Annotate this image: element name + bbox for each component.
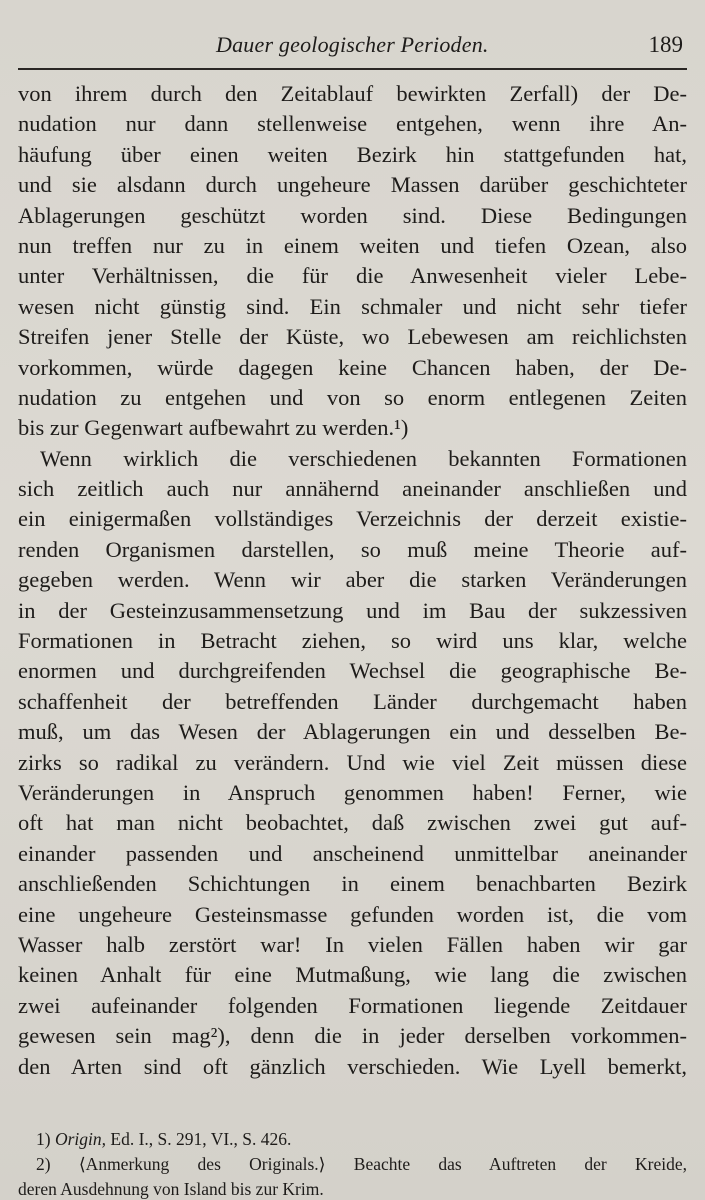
text-line: oft hat man nicht beobachtet, daß zwischen zwei gut auf-: [18, 810, 687, 836]
text-line: schaffenheit der betreffenden Länder durchgemacht haben: [18, 688, 687, 714]
text-line: sich zeitlich auch nur annähernd aneinander anschließen und: [18, 476, 687, 502]
page-number: 189: [648, 32, 683, 57]
text-line: ein einigermaßen vollständiges Verzeichnis der derzeit existie-: [18, 506, 687, 532]
text-line: Formationen in Betracht ziehen, so wird uns klar, welche: [18, 628, 687, 654]
text-line: vorkommen, würde dagegen keine Chancen haben, der De-: [18, 354, 687, 380]
text-line: häufung über einen weiten Bezirk hin stattgefunden hat,: [18, 141, 687, 167]
text-line: Wenn wirklich die verschiedenen bekannten Formationen: [40, 445, 687, 471]
footnote-1-title: Origin,: [54, 1129, 107, 1149]
text-line: in der Gesteinzusammensetzung und im Bau der sukzessiven: [18, 597, 687, 623]
footnote-1: [18, 1127, 687, 1152]
body-text: [18, 79, 687, 1082]
footnote-2-line-2: deren Ausdehnung von Island bis zur Krim.: [18, 1179, 324, 1199]
text-line: zirks so radikal zu verändern. Und wie viel Zeit müssen diese: [18, 749, 687, 775]
running-title: Dauer geologischer Perioden.: [216, 32, 489, 57]
text-line: Veränderungen in Anspruch genommen haben! Ferner, wie: [18, 779, 687, 805]
page-header: [18, 32, 687, 62]
text-line: nun treffen nur zu in einem weiten und tiefen Ozean, also: [18, 232, 687, 258]
text-line: Wasser halb zerstört war! In vielen Fällen haben wir gar: [18, 931, 687, 957]
text-line: unter Verhältnissen, die für die Anwesenheit vieler Lebe-: [18, 263, 687, 289]
text-line: muß, um das Wesen der Ablagerungen ein und desselben Be-: [18, 719, 687, 745]
text-line: und sie alsdann durch ungeheure Massen darüber geschichteter: [18, 172, 687, 198]
footnote-1-text: Ed. I., S. 291, VI., S. 426.: [110, 1129, 292, 1149]
text-line: anschließenden Schichtungen in einem benachbarten Bezirk: [18, 871, 687, 897]
text-line: den Arten sind oft gänzlich verschieden. Wie Lyell bemerkt,: [18, 1053, 687, 1079]
text-line: bis zur Gegenwart aufbewahrt zu werden.¹): [18, 415, 409, 441]
text-line: keinen Anhalt für eine Mutmaßung, wie lang die zwischen: [18, 962, 687, 988]
text-line: gewesen sein mag²), denn die in jeder derselben vorkommen-: [18, 1023, 687, 1049]
text-line: von ihrem durch den Zeitablauf bewirkten Zerfall) der De-: [18, 81, 687, 106]
text-line: wesen nicht günstig sind. Ein schmaler und nicht sehr tiefer: [18, 293, 687, 319]
footnote-1-marker: 1): [36, 1129, 51, 1149]
text-line: nudation zu entgehen und von so enorm entlegenen Zeiten: [18, 384, 687, 410]
text-line: enormen und durchgreifenden Wechsel die geographische Be-: [18, 658, 687, 684]
footnote-2-line-1: 2) ⟨Anmerkung des Originals.⟩ Beachte das Auftreten der Kreide,: [36, 1154, 687, 1174]
text-line: eine ungeheure Gesteinsmasse gefunden worden ist, die vom: [18, 901, 687, 927]
text-line: Ablagerungen geschützt worden sind. Diese Bedingungen: [18, 202, 687, 228]
text-line: Streifen jener Stelle der Küste, wo Lebewesen am reichlichsten: [18, 324, 687, 350]
text-line: zwei aufeinander folgenden Formationen liegende Zeitdauer: [18, 992, 687, 1018]
text-line: einander passenden und anscheinend unmittelbar aneinander: [18, 840, 687, 866]
header-rule: [18, 68, 687, 70]
text-line: gegeben werden. Wenn wir aber die starken Veränderungen: [18, 567, 687, 593]
footnotes: [18, 1127, 687, 1200]
text-line: renden Organismen darstellen, so muß meine Theorie auf-: [18, 536, 687, 562]
text-line: nudation nur dann stellenweise entgehen, wenn ihre An-: [18, 111, 687, 137]
